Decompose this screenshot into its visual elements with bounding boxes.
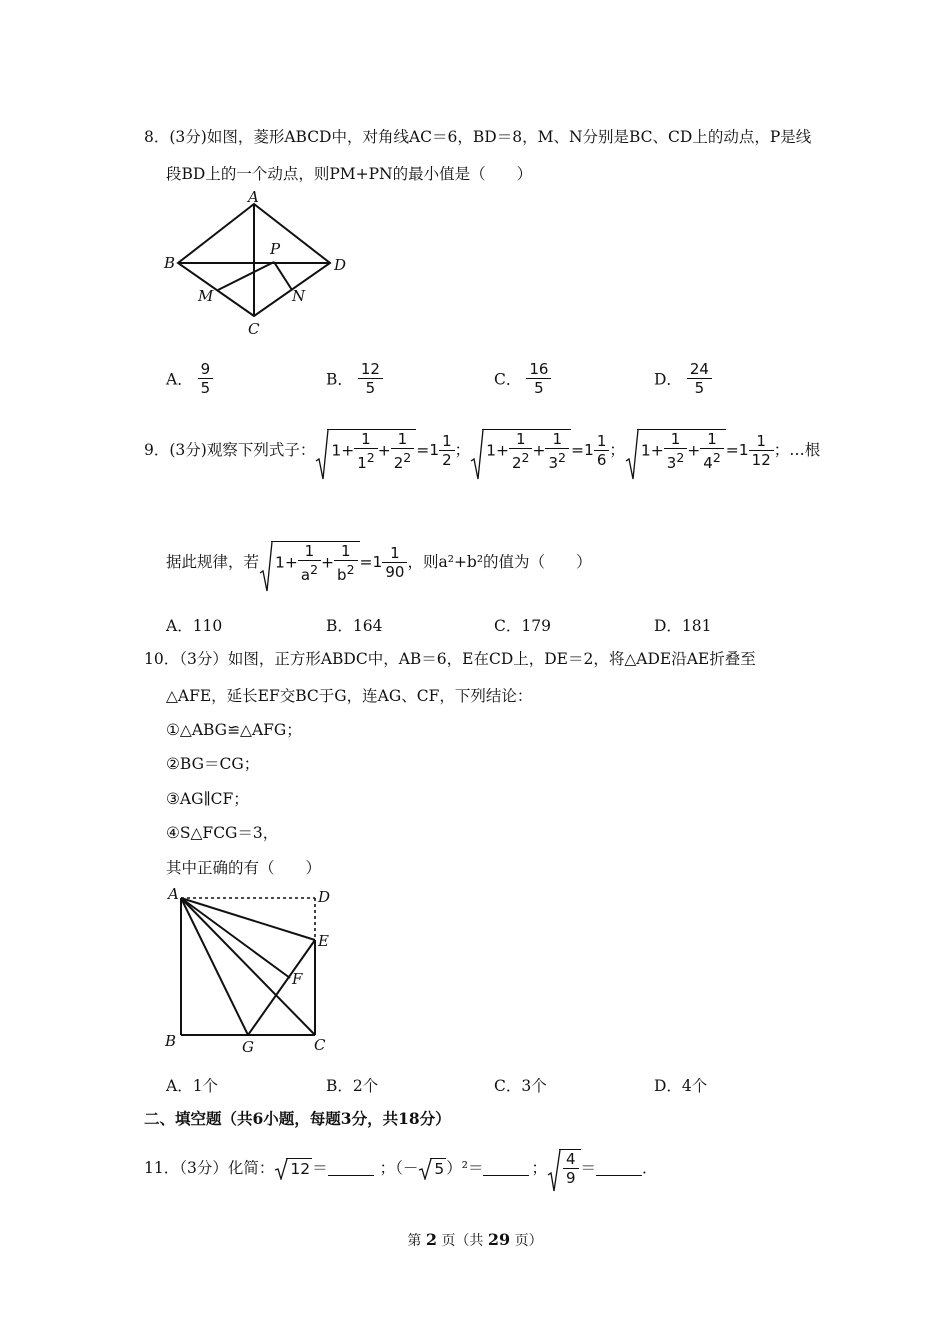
- q11-sqrt-12: 12: [274, 1158, 312, 1179]
- q11-blank-2[interactable]: [483, 1161, 529, 1176]
- q11-blank-3[interactable]: [596, 1161, 642, 1176]
- label-D: D: [334, 256, 347, 274]
- label-G: G: [242, 1038, 254, 1056]
- label-E: E: [318, 932, 329, 950]
- q10-line2: △AFE，延长EF交BC于G，连AG、CF，下列结论：: [166, 687, 533, 705]
- q10-ask: 其中正确的有（ ）: [166, 859, 322, 877]
- label-A: A: [248, 188, 259, 206]
- section-title: 二、填空题（共6小题，每题3分，共18分）: [144, 1109, 451, 1128]
- label-P: P: [270, 240, 281, 258]
- q10-conclusion-4: ④S△FCG＝3，: [166, 824, 279, 842]
- q10-conclusion-2: ②BG＝CG；: [166, 755, 260, 773]
- q9-prefix: 9．(3分)观察下列式子：: [144, 441, 316, 459]
- q9-expr3: 1+ $\frac{1}{3^2}$ + $\frac{1}{4^2}$: [625, 429, 726, 472]
- label-B: B: [165, 1032, 177, 1050]
- q8-option-d[interactable]: D． $\frac{24}{5}$: [654, 360, 712, 397]
- q9-option-a[interactable]: A．110: [166, 617, 223, 635]
- square-figure: [160, 884, 340, 1058]
- rhombus-figure: [160, 188, 360, 336]
- label-A: A: [168, 885, 179, 903]
- q11-prefix: 11．（3分）化简：: [144, 1159, 275, 1177]
- q11-sqrt-frac: $\frac{4}{9}$: [547, 1149, 581, 1187]
- q10-conclusion-1: ①△ABG≌△AFG；: [166, 721, 302, 739]
- q11-line: 11．（3分）化简： 12 ＝ ；（－ 5 ）²＝ ； $\frac{4}{9}$ ＝ ．: [144, 1146, 658, 1190]
- q9-line2-expr: 1+ $\frac{1}{a^2}$ + $\frac{1}{b^2}$: [259, 541, 360, 584]
- label-B: B: [164, 254, 176, 272]
- q9-option-d[interactable]: D．181: [654, 617, 712, 635]
- q8-option-c[interactable]: C． $\frac{16}{5}$: [494, 360, 551, 397]
- q10-option-c[interactable]: C．3个: [494, 1077, 547, 1095]
- label-C: C: [314, 1036, 326, 1054]
- q9-option-c[interactable]: C．179: [494, 617, 551, 635]
- label-M: M: [198, 287, 214, 305]
- q10-line1: 10．（3分）如图，正方形ABDC中，AB＝6，E在CD上，DE＝2，将△ADE沿AE折叠至: [144, 650, 756, 668]
- page-number: 2: [425, 1230, 437, 1249]
- q9-line2: 据此规律，若 1+ $\frac{1}{a^2}$ + $\frac{1}{b^2}$ =1 $\frac{1}{90}$ ，则a²+b²的值为（ ）: [166, 536, 592, 588]
- q11-blank-1[interactable]: [328, 1161, 374, 1176]
- label-N: N: [292, 287, 306, 305]
- q8-option-b[interactable]: B． $\frac{12}{5}$: [326, 360, 383, 397]
- q9-expr1: 1+ $\frac{1}{1^2}$ + $\frac{1}{2^2}$: [315, 429, 416, 472]
- page-footer: 第 2 页（共 29 页）: [407, 1230, 543, 1249]
- q9-option-b[interactable]: B．164: [326, 617, 383, 635]
- q10-option-a[interactable]: A．1个: [166, 1077, 219, 1095]
- q11-sqrt-5: 5: [418, 1158, 446, 1179]
- q8-option-a[interactable]: A． $\frac{9}{5}$: [166, 360, 213, 397]
- q10-option-b[interactable]: B．2个: [326, 1077, 379, 1095]
- q9-expr2: 1+ $\frac{1}{2^2}$ + $\frac{1}{3^2}$: [470, 429, 571, 472]
- label-D: D: [318, 888, 331, 906]
- q8-line1: 8．(3分)如图，菱形ABCD中，对角线AC＝6，BD＝8，M、N分别是BC、CD上的动点，P是线: [144, 128, 812, 146]
- page-total: 29: [487, 1230, 511, 1249]
- q10-conclusion-3: ③AG∥CF；: [166, 790, 249, 808]
- label-C: C: [248, 320, 260, 336]
- q8-line2: 段BD上的一个动点，则PM+PN的最小值是（ ）: [166, 165, 533, 183]
- q10-option-d[interactable]: D．4个: [654, 1077, 708, 1095]
- q9-line1: 9．(3分)观察下列式子： 1+ $\frac{1}{1^2}$ + $\frac{1}{2^2}$ =1 $\frac{1}{2}$ ； 1+ $\frac{1}{2^2}$ + $\frac{1}{3^2}$ =1 $\frac{1}{6}$ ； 1+ $\frac{1}{3^2}$ + $\frac{1}{4^2}$ =1 $\frac{1}{12}$ ；…根: [144, 424, 820, 476]
- label-F: F: [292, 970, 303, 988]
